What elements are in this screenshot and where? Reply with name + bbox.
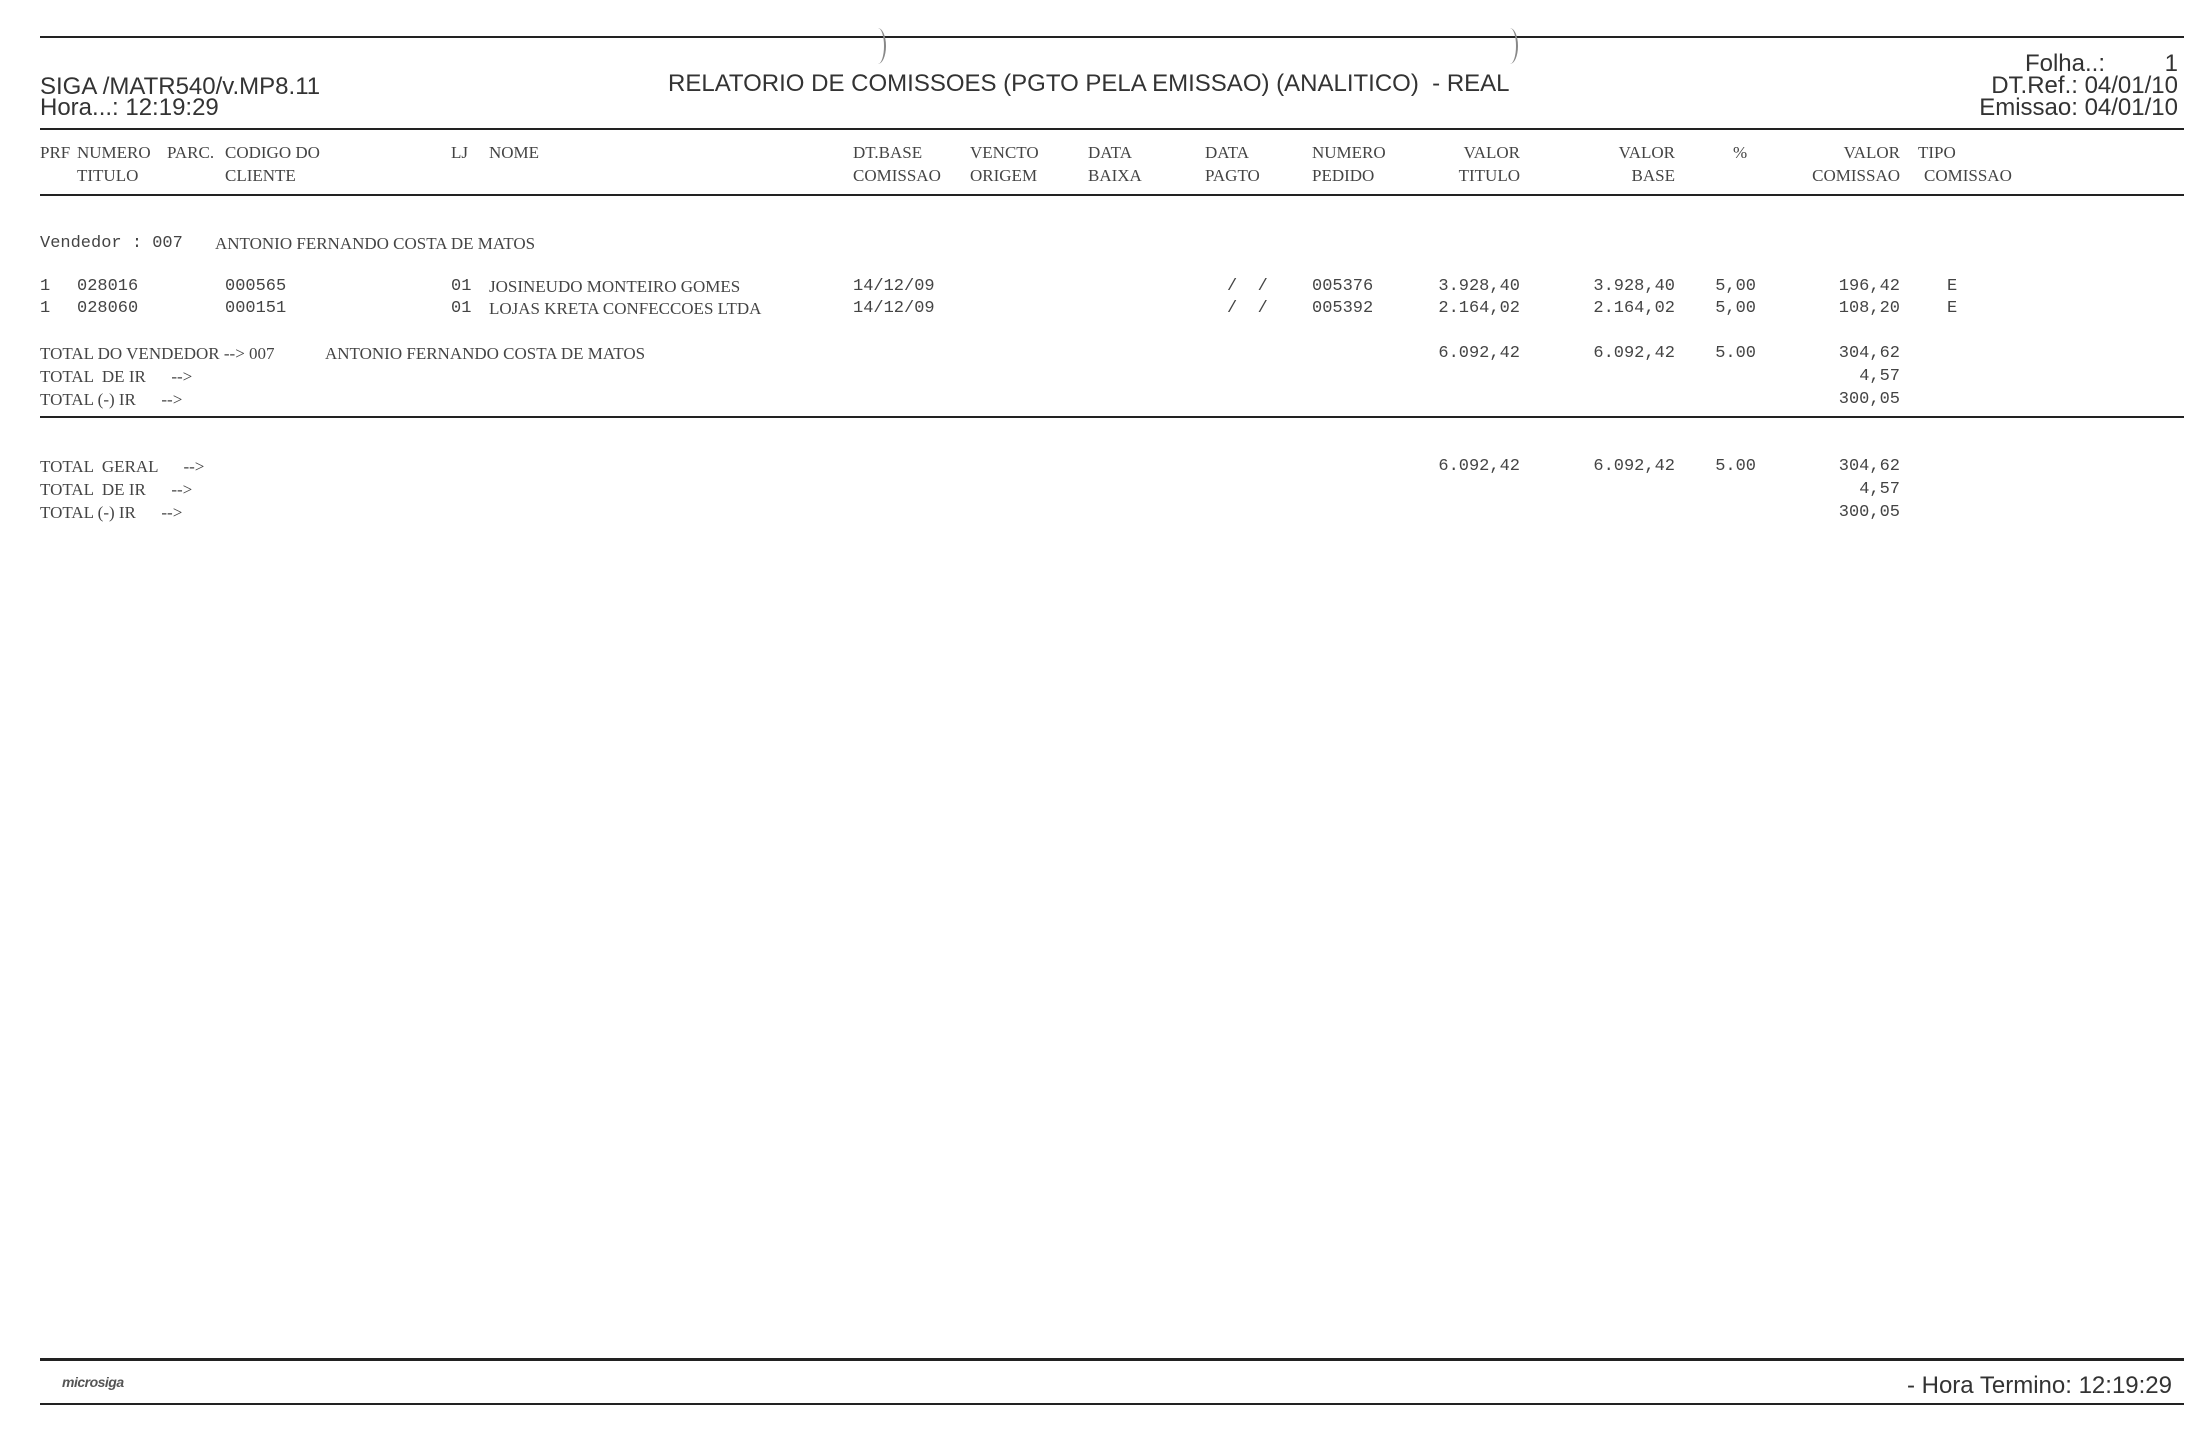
total-vendedor-ir-label: TOTAL DE IR -->	[40, 367, 193, 386]
folha-label: Folha..:	[2024, 50, 2105, 77]
col-prf: PRF	[40, 143, 71, 162]
top-rule	[40, 36, 2184, 38]
col-data-pagto: DATA	[1205, 143, 1249, 162]
row-cliente: 000151	[225, 299, 287, 318]
col-numero: NUMERO	[77, 143, 151, 162]
total-geral-menos-ir-label: TOTAL (-) IR -->	[40, 503, 183, 522]
col-tipo: TIPO	[1918, 143, 1956, 162]
total-geral-ir-value: 4,57	[1859, 480, 1900, 499]
header-rule	[40, 128, 2184, 130]
total-vendedor-menos-ir-value: 300,05	[1838, 390, 1900, 409]
vendedor-name: ANTONIO FERNANDO COSTA DE MATOS	[215, 234, 536, 253]
system-id: SIGA /MATR540/v.MP8.11	[40, 73, 321, 100]
row-prf: 1	[40, 299, 51, 318]
col-titulo2: TITULO	[1458, 166, 1520, 185]
row-dtbase: 14/12/09	[853, 299, 935, 318]
col-comissao2: COMISSAO	[1812, 166, 1900, 185]
col-base: BASE	[1631, 166, 1675, 185]
total-vendedor-valor-comissao: 304,62	[1838, 344, 1900, 363]
dt-ref: DT.Ref.: 04/01/10	[1991, 72, 2178, 99]
footer-bottom-rule	[40, 1403, 2184, 1405]
report-title: RELATORIO DE COMISSOES (PGTO PELA EMISSAO) (ANALITICO) - REAL	[668, 70, 1510, 97]
col-valor-base: VALOR	[1618, 143, 1675, 162]
total-geral-ir-label: TOTAL DE IR -->	[40, 480, 193, 499]
total-geral-valor-comissao: 304,62	[1838, 457, 1900, 476]
col-dtbase: DT.BASE	[853, 143, 923, 162]
vendedor-label: Vendedor : 007	[40, 234, 183, 253]
row-numero: 028016	[77, 277, 139, 296]
col-valor-titulo: VALOR	[1463, 143, 1520, 162]
col-baixa: BAIXA	[1088, 166, 1142, 185]
col-pagto: PAGTO	[1205, 166, 1260, 185]
col-data-baixa: DATA	[1088, 143, 1132, 162]
col-lj: LJ	[451, 143, 468, 162]
total-vendedor-ir-value: 4,57	[1859, 367, 1900, 386]
total-vendedor-name: ANTONIO FERNANDO COSTA DE MATOS	[325, 344, 646, 363]
col-cliente: CLIENTE	[225, 166, 296, 185]
row-valor-comissao: 196,42	[1838, 277, 1900, 296]
col-nome: NOME	[489, 143, 540, 162]
section-rule	[40, 416, 2184, 418]
total-vendedor-pct: 5.00	[1715, 344, 1756, 363]
row-valor-base: 2.164,02	[1593, 299, 1675, 318]
row-valor-base: 3.928,40	[1593, 277, 1675, 296]
row-pct: 5,00	[1715, 277, 1756, 296]
total-geral-valor-titulo: 6.092,42	[1438, 457, 1520, 476]
row-pagto: / /	[1227, 299, 1268, 318]
row-numero: 028060	[77, 299, 139, 318]
perforation-mark	[1502, 28, 1518, 64]
col-titulo: TITULO	[77, 166, 139, 185]
total-geral-pct: 5.00	[1715, 457, 1756, 476]
row-cliente: 000565	[225, 277, 287, 296]
col-codigo: CODIGO DO	[225, 143, 320, 162]
col-valor-comissao: VALOR	[1843, 143, 1900, 162]
hora-termino: - Hora Termino: 12:19:29	[1906, 1372, 2172, 1399]
total-vendedor-label: TOTAL DO VENDEDOR --> 007	[40, 344, 275, 363]
col-pedido: PEDIDO	[1312, 166, 1375, 185]
perforation-mark	[870, 28, 886, 64]
col-pct: %	[1733, 143, 1748, 162]
total-vendedor-valor-titulo: 6.092,42	[1438, 344, 1520, 363]
total-geral-label: TOTAL GERAL -->	[40, 457, 205, 476]
col-vencto: VENCTO	[970, 143, 1039, 162]
footer-top-rule	[40, 1358, 2184, 1361]
total-vendedor-valor-base: 6.092,42	[1593, 344, 1675, 363]
row-pagto: / /	[1227, 277, 1268, 296]
col-numero-pedido: NUMERO	[1312, 143, 1386, 162]
row-tipo: E	[1947, 277, 1958, 296]
microsiga-logo: microsiga	[62, 1374, 124, 1390]
emissao-date: Emissao: 04/01/10	[1979, 94, 2178, 121]
row-lj: 01	[451, 299, 472, 318]
row-pedido: 005376	[1312, 277, 1374, 296]
row-lj: 01	[451, 277, 472, 296]
col-parc: PARC.	[167, 143, 215, 162]
row-pedido: 005392	[1312, 299, 1374, 318]
row-valor-comissao: 108,20	[1838, 299, 1900, 318]
report-time: Hora...: 12:19:29	[40, 94, 219, 121]
row-dtbase: 14/12/09	[853, 277, 935, 296]
col-tipo-comissao: COMISSAO	[1924, 166, 2012, 185]
row-nome: JOSINEUDO MONTEIRO GOMES	[489, 277, 741, 296]
row-valor-titulo: 2.164,02	[1438, 299, 1520, 318]
row-tipo: E	[1947, 299, 1958, 318]
columns-rule	[40, 194, 2184, 196]
total-geral-menos-ir-value: 300,05	[1838, 503, 1900, 522]
col-origem: ORIGEM	[970, 166, 1038, 185]
row-nome: LOJAS KRETA CONFECCOES LTDA	[489, 299, 762, 318]
total-vendedor-menos-ir-label: TOTAL (-) IR -->	[40, 390, 183, 409]
col-comissao: COMISSAO	[853, 166, 941, 185]
row-pct: 5,00	[1715, 299, 1756, 318]
total-geral-valor-base: 6.092,42	[1593, 457, 1675, 476]
folha-value: 1	[2164, 50, 2178, 77]
row-prf: 1	[40, 277, 51, 296]
row-valor-titulo: 3.928,40	[1438, 277, 1520, 296]
